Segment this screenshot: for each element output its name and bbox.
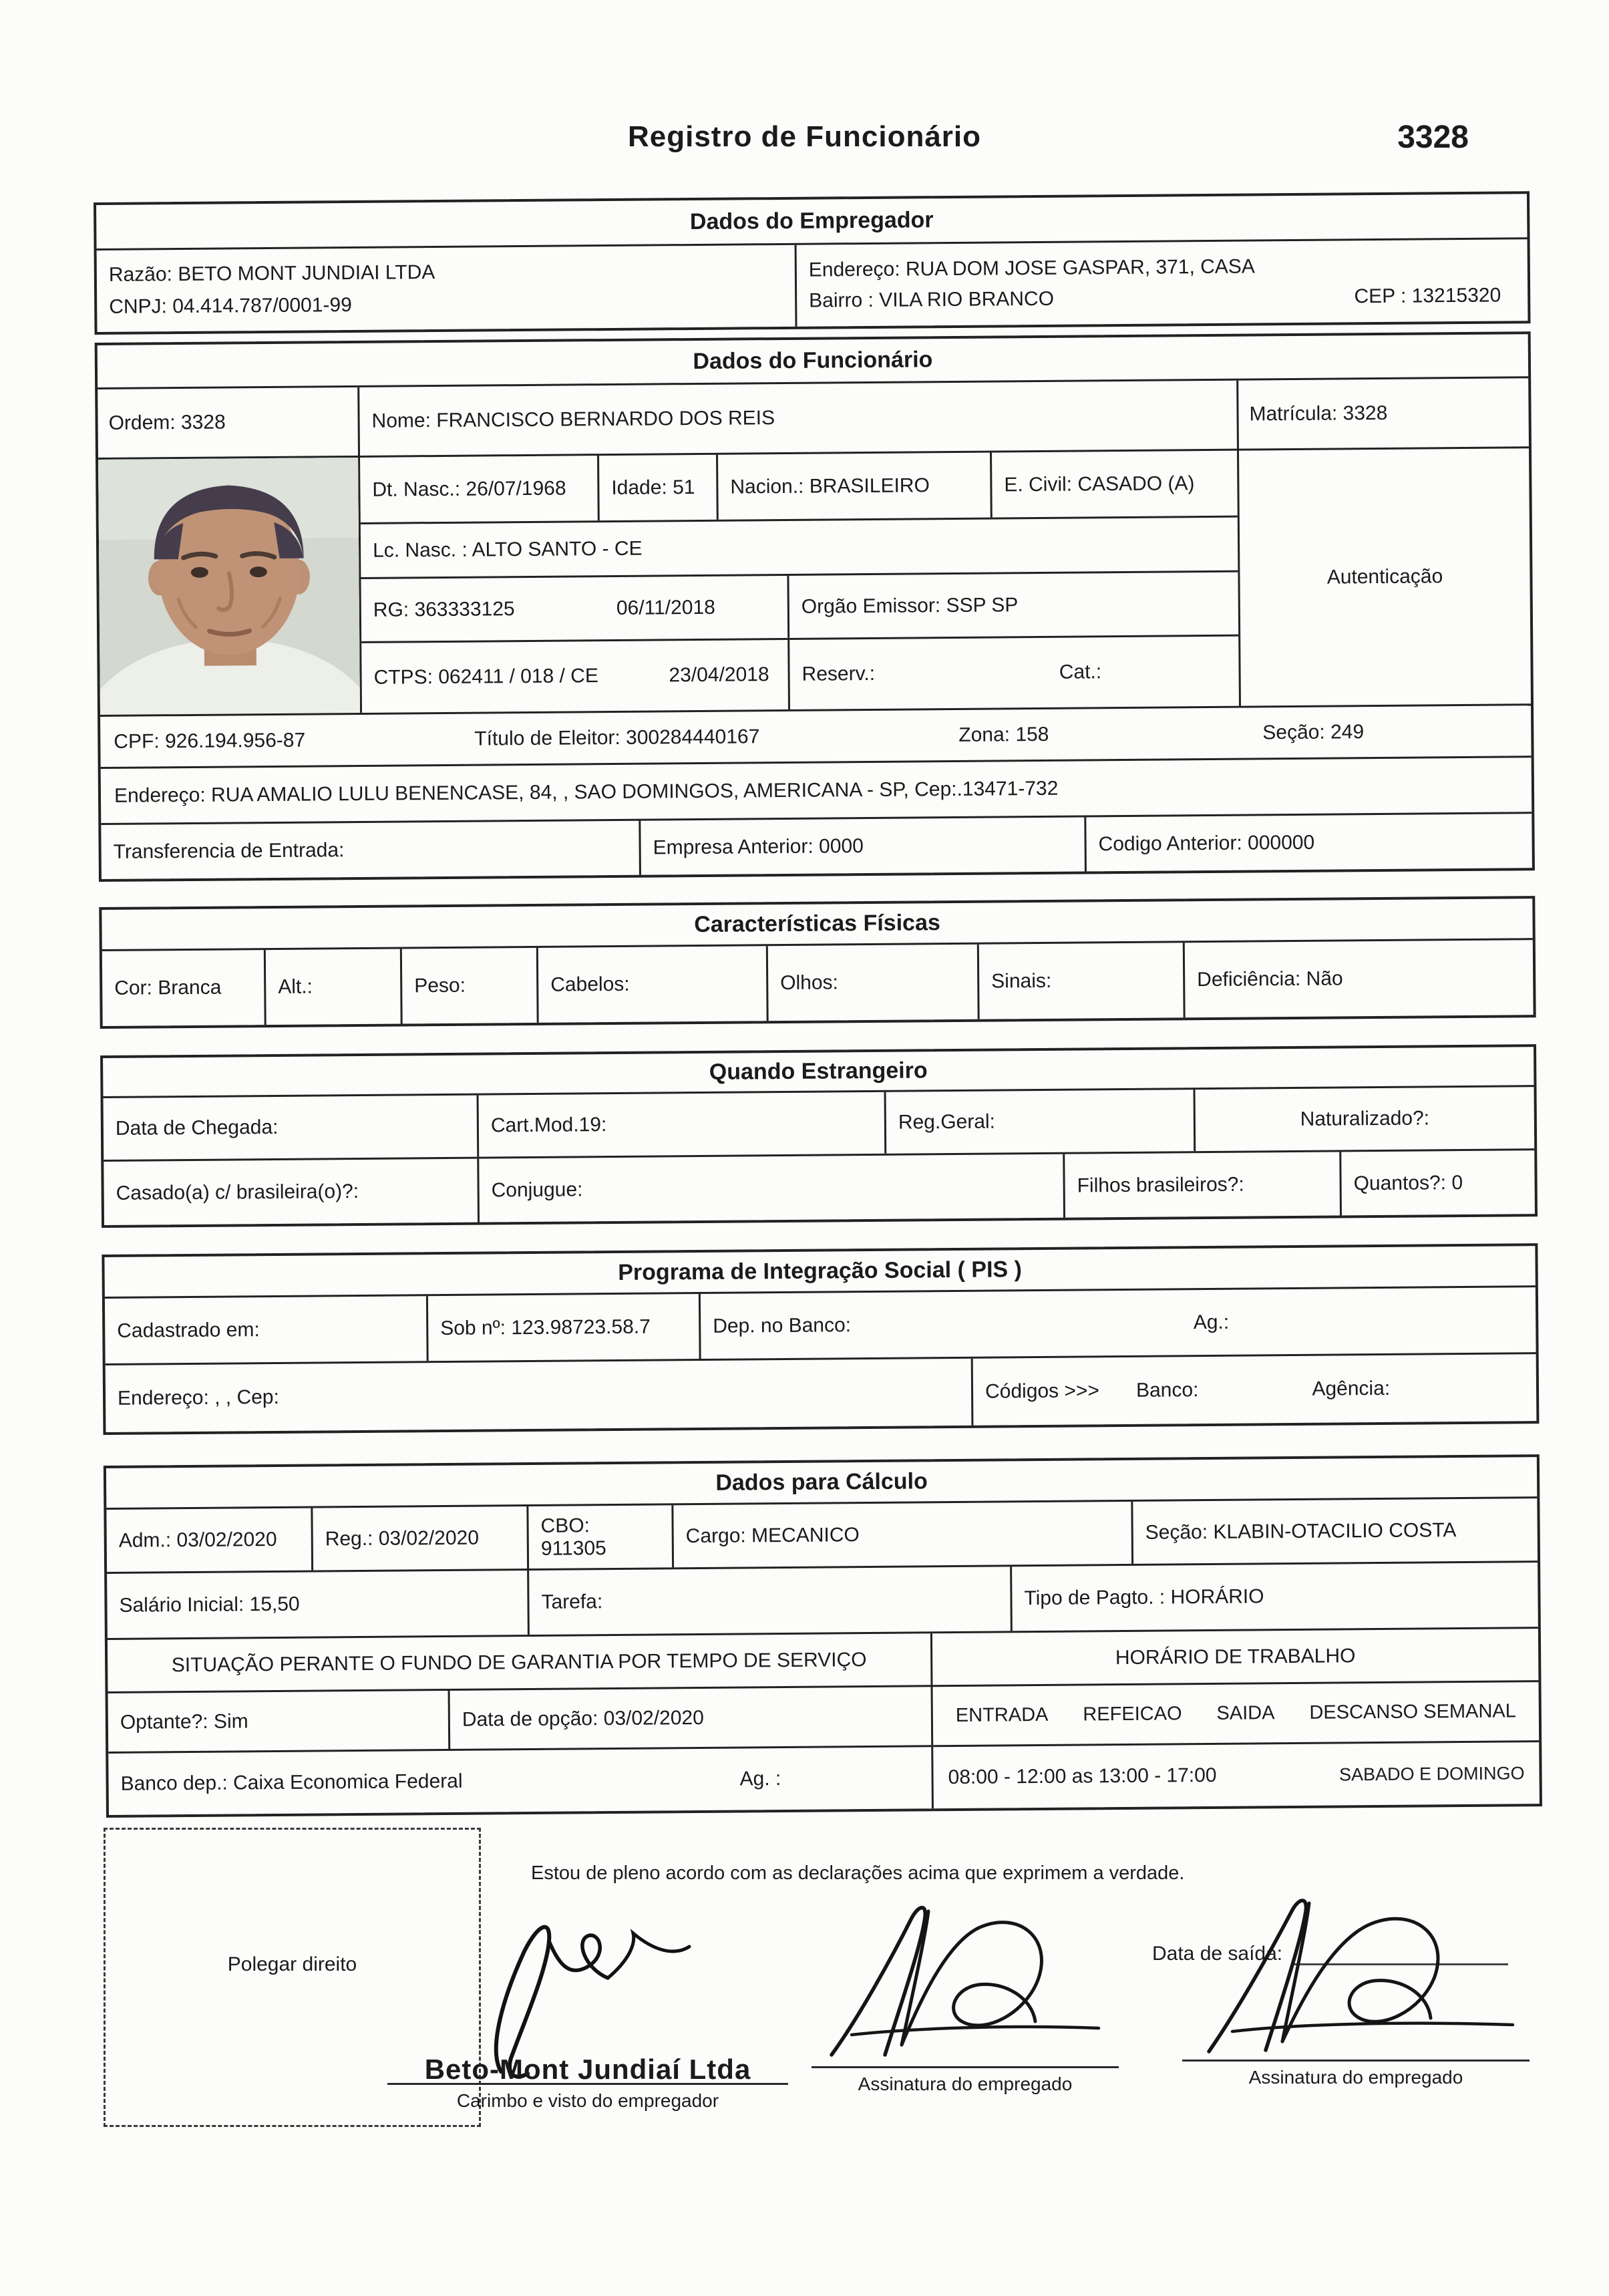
codigos-label: Códigos >>>: [985, 1379, 1100, 1403]
cat-label: Cat.:: [1059, 661, 1102, 683]
field-filhos-brasileiros: Filhos brasileiros?:: [1065, 1152, 1342, 1217]
fgts-block: [108, 1633, 934, 1815]
field-endereco-funcionario: Endereço: RUA AMALIO LULU BENENCASE, 84, , SAO DOMINGOS, AMERICANA - SP, Cep:.13471-732: [101, 756, 1532, 823]
horario-columns: [933, 1682, 1540, 1747]
field-sinais: Sinais:: [979, 943, 1186, 1019]
field-empresa-anterior: Empresa Anterior: 0000: [641, 817, 1087, 874]
employer-identity-cell: [97, 245, 797, 332]
dep-banco-label: Dep. no Banco:: [713, 1313, 852, 1337]
field-autenticacao: Autenticação: [1326, 565, 1443, 589]
field-cargo: Cargo: MECANICO: [673, 1502, 1133, 1567]
field-estado-civil: E. Civil: CASADO (A): [1004, 472, 1195, 496]
field-idade: Idade: 51: [599, 455, 719, 520]
field-pis-endereco: Endereço: , , Cep:: [106, 1359, 974, 1432]
agencia-label: Agência:: [1312, 1377, 1391, 1400]
banco-label: Banco:: [1135, 1379, 1199, 1402]
page-title: Registro de Funcionário: [627, 120, 982, 153]
field-cep: CEP : 13215320: [1354, 284, 1501, 308]
section-header: Características Físicas: [102, 898, 1532, 951]
field-secao-trabalho: Seção: KLABIN-OTACILIO COSTA: [1145, 1518, 1457, 1544]
data-saida-label: Data de saída:: [1152, 1943, 1283, 1965]
field-casado-brasileira: Casado(a) c/ brasileira(o)?:: [104, 1159, 480, 1225]
field-cor: Cor: Branca: [102, 950, 266, 1026]
employee-signature-block-1: [812, 1898, 1119, 2095]
field-olhos: Olhos:: [768, 945, 980, 1021]
section-header: Dados para Cálculo: [106, 1457, 1537, 1510]
section-pis: [102, 1243, 1539, 1435]
field-cpf: CPF: 926.194.956-87: [114, 729, 306, 753]
field-naturalizado: Naturalizado?:: [1300, 1107, 1430, 1130]
field-conjugue: Conjugue:: [479, 1154, 1065, 1222]
thumbprint-label: Polegar direito: [227, 1953, 357, 1975]
employer-address-cell: [797, 239, 1528, 327]
field-rg: [361, 576, 789, 641]
field-cbo: CBO: 911305: [528, 1505, 674, 1569]
section-header: Dados do Empregador: [96, 194, 1527, 251]
field-cart-mod: Cart.Mod.19:: [479, 1092, 887, 1157]
field-titulo-eleitor: Título de Eleitor: 300284440167: [474, 725, 760, 750]
field-cadastrado-em: Cadastrado em:: [105, 1296, 429, 1363]
field-reg: Reg.: 03/02/2020: [313, 1506, 529, 1571]
field-sob-no: Sob nº: 123.98723.58.7: [428, 1294, 701, 1361]
banco-ag-label: Ag. :: [739, 1768, 781, 1790]
reserv-label: Reserv.:: [801, 662, 876, 685]
col-descanso-semanal: DESCANSO SEMANAL: [1309, 1700, 1516, 1724]
field-reg-geral: Reg.Geral:: [886, 1090, 1196, 1154]
field-salario-inicial: Salário Inicial: 15,50: [107, 1571, 530, 1638]
form-body: [94, 191, 1542, 1818]
field-cnpj: CNPJ: 04.414.787/0001-99: [109, 294, 352, 318]
employee-signature-1: [812, 1898, 1119, 2065]
field-lc-nasc: Lc. Nasc. : ALTO SANTO - CE: [372, 537, 643, 562]
field-data-opcao: Data de opção: 03/02/2020: [462, 1706, 704, 1731]
field-reserv: [789, 637, 1239, 709]
field-cabelos: Cabelos:: [538, 946, 769, 1023]
col-entrada: ENTRADA: [955, 1703, 1049, 1726]
field-nome: Nome: FRANCISCO BERNARDO DOS REIS: [371, 407, 775, 432]
ag-label: Ag.:: [1193, 1311, 1230, 1333]
field-quantos: Quantos?: 0: [1353, 1171, 1463, 1194]
field-bairro: Bairro : VILA RIO BRANCO: [809, 287, 1055, 312]
employee-photo: [98, 458, 360, 715]
section-header: Quando Estrangeiro: [103, 1047, 1534, 1098]
section-quando-estrangeiro: [100, 1044, 1538, 1228]
employee-signature-block-2: [1182, 1891, 1530, 2088]
field-alt: Alt.:: [266, 949, 403, 1025]
employee-signature-line-1: [812, 2066, 1119, 2068]
section-header: Programa de Integração Social ( PIS ): [104, 1246, 1535, 1299]
field-codigo-anterior: Codigo Anterior: 000000: [1098, 831, 1315, 855]
field-optante: Optante?: Sim: [108, 1691, 451, 1752]
field-data-chegada: Data de Chegada:: [104, 1096, 480, 1160]
employer-stamp: Beto-Mont Jundiaí Ltda: [424, 2054, 751, 2085]
field-peso: Peso:: [402, 948, 539, 1024]
field-tarefa: Tarefa:: [529, 1567, 1013, 1635]
horario-values: [933, 1742, 1540, 1808]
field-banco-dep: [108, 1747, 932, 1815]
field-codigos: [973, 1354, 1537, 1426]
field-deficiencia: Deficiência: Não: [1197, 967, 1343, 991]
form-footer: [94, 1828, 1530, 2296]
fgts-header: SITUAÇÃO PERANTE O FUNDO DE GARANTIA POR TEMPO DE SERVIÇO: [108, 1633, 931, 1693]
ctps-date: 23/04/2018: [669, 663, 769, 687]
rg-date: 06/11/2018: [616, 596, 715, 619]
horario-block: [932, 1629, 1540, 1808]
section-dados-empregador: [94, 191, 1530, 335]
agreement-statement: Estou de pleno acordo com as declarações acima que exprimem a verdade.: [531, 1862, 1185, 1884]
section-dados-calculo: [104, 1454, 1542, 1818]
work-hours: 08:00 - 12:00 as 13:00 - 17:00: [948, 1764, 1217, 1789]
field-adm: Adm.: 03/02/2020: [106, 1508, 313, 1572]
field-tipo-pagto: Tipo de Pagto. : HORÁRIO: [1024, 1585, 1264, 1610]
employee-signature-caption-1: Assinatura do empregado: [858, 2074, 1073, 2094]
field-razao: Razão: BETO MONT JUNDIAI LTDA: [108, 261, 435, 286]
employer-signature-caption: Carimbo e visto do empregador: [456, 2090, 719, 2111]
ctps-number: CTPS: 062411 / 018 / CE: [373, 665, 599, 689]
employer-signature-block: [387, 1915, 788, 2112]
field-ordem: Ordem: 3328: [98, 387, 358, 460]
field-endereco-empregador: Endereço: RUA DOM JOSE GASPAR, 371, CASA: [808, 255, 1255, 281]
banco-dep-label: Banco dep.: Caixa Economica Federal: [120, 1770, 463, 1795]
section-caracteristicas-fisicas: [99, 896, 1536, 1029]
employee-signature-2: [1182, 1891, 1530, 2058]
field-orgao-emissor: Orgão Emissor: SSP SP: [801, 593, 1019, 618]
section-dados-funcionario: [95, 331, 1535, 882]
col-saida: SAIDA: [1216, 1702, 1275, 1724]
field-nacion: Nacion.: BRASILEIRO: [718, 453, 993, 520]
section-header: Dados do Funcionário: [98, 334, 1528, 389]
field-transferencia: Transferencia de Entrada:: [101, 821, 641, 879]
rest-days: SABADO E DOMINGO: [1338, 1762, 1525, 1784]
horario-header: HORÁRIO DE TRABALHO: [932, 1629, 1539, 1687]
employee-signature-line-2: [1182, 2060, 1530, 2062]
col-refeicao: REFEICAO: [1083, 1703, 1182, 1726]
employee-signature-caption-2: Assinatura do empregado: [1248, 2067, 1463, 2088]
field-secao-eleitoral: Seção: 249: [1262, 720, 1365, 744]
field-dep-banco: [701, 1287, 1536, 1359]
field-dt-nasc: Dt. Nasc.: 26/07/1968: [360, 456, 600, 522]
rg-number: RG: 363333125: [373, 597, 515, 621]
field-zona: Zona: 158: [958, 723, 1049, 746]
document-number: 3328: [1397, 120, 1469, 155]
field-ctps: [361, 640, 790, 713]
field-matricula: Matrícula: 3328: [1238, 378, 1529, 450]
